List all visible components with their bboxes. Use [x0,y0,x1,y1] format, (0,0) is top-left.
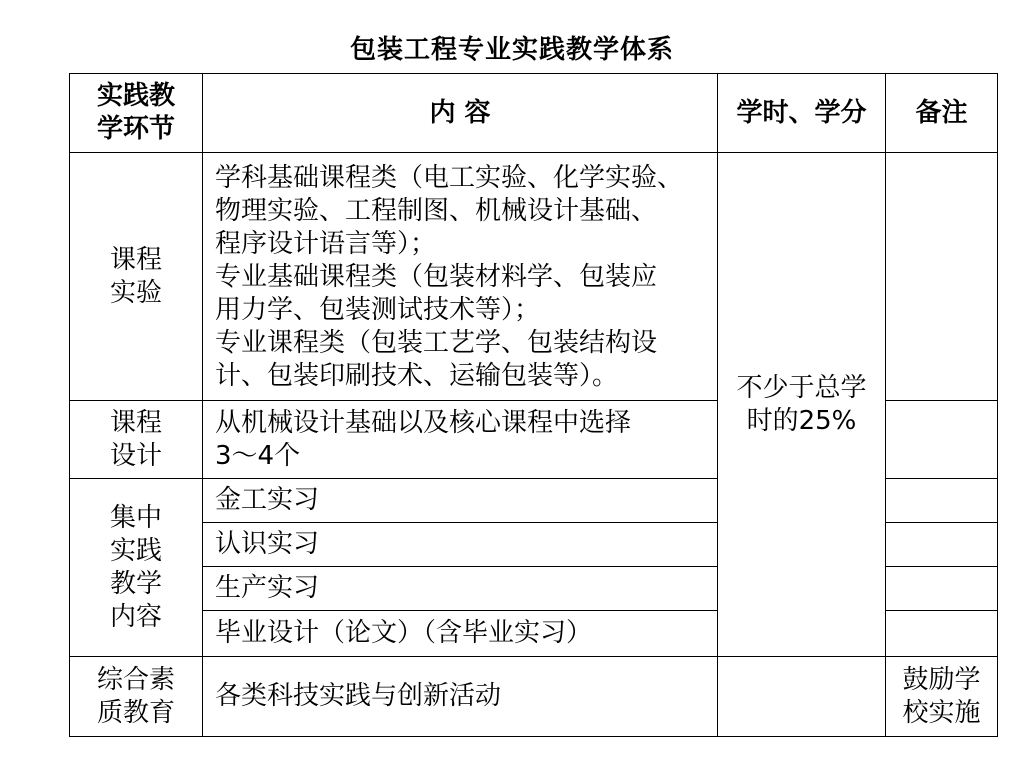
content-line: 用力学、包装测试技术等）； [215,295,541,325]
stage-course-design [70,401,203,479]
header-note: 备注 [886,74,998,153]
content-practice-item: 生产实习 [203,567,718,611]
row-quality-education [70,657,998,737]
stage-course-design-line2: 设计 [109,440,162,471]
practice-teaching-table [69,73,998,737]
content-line: 从机械设计基础以及核心课程中选择 [215,407,632,438]
note-quality-line1: 鼓励学 [902,664,981,695]
content-course-experiment [203,153,718,401]
stage-quality-line1: 综合素 [96,664,175,695]
page-title: 包装工程专业实践教学体系 [349,35,674,65]
header-stage-line2: 学环节 [96,114,175,144]
stage-course-experiment-line2: 实验 [109,277,162,308]
note-course-experiment [886,153,998,401]
header-hours: 学时、学分 [718,74,886,153]
stage-centralized-practice [70,479,203,657]
content-course-design [203,401,718,479]
hours-line1: 不少于总学 [736,372,867,403]
row-course-experiment [70,153,998,401]
content-line: 专业基础课程类（包装材料学、包装应 [215,262,658,292]
header-stage [70,74,203,153]
stage-practice-line1: 集中 [109,502,162,533]
note-practice-3 [886,567,998,611]
content-line: 3～4个 [215,440,301,471]
header-content: 内 容 [203,74,718,153]
hours-line2: 时的25% [746,405,857,436]
content-practice-item: 金工实习 [203,479,718,523]
content-practice-item: 认识实习 [203,523,718,567]
content-line: 学科基础课程类（电工实验、化学实验、 [215,163,684,193]
header-row [70,74,998,153]
stage-course-design-line1: 课程 [109,407,162,438]
content-quality-education: 各类科技实践与创新活动 [203,657,718,737]
note-practice-1 [886,479,998,523]
content-line: 专业课程类（包装工艺学、包装结构设 [215,328,658,358]
content-line: 物理实验、工程制图、机械设计基础、 [215,196,658,226]
hours-merged-cell [718,153,886,657]
stage-course-experiment [70,153,203,401]
content-line: 程序设计语言等）； [215,229,437,259]
note-practice-2 [886,523,998,567]
stage-quality-line2: 质教育 [96,697,175,728]
header-stage-line1: 实践教 [96,81,175,111]
stage-practice-line2: 实践 [109,535,162,566]
content-practice-item: 毕业设计（论文）（含毕业实习） [203,611,718,657]
stage-practice-line4: 内容 [109,601,162,632]
note-quality-line2: 校实施 [902,697,981,728]
content-line: 计、包装印刷技术、运输包装等）。 [215,361,619,391]
note-practice-4 [886,611,998,657]
note-course-design [886,401,998,479]
hours-quality-education [718,657,886,737]
note-quality-education [886,657,998,737]
stage-course-experiment-line1: 课程 [109,244,162,275]
stage-practice-line3: 教学 [109,568,162,599]
stage-quality-education [70,657,203,737]
